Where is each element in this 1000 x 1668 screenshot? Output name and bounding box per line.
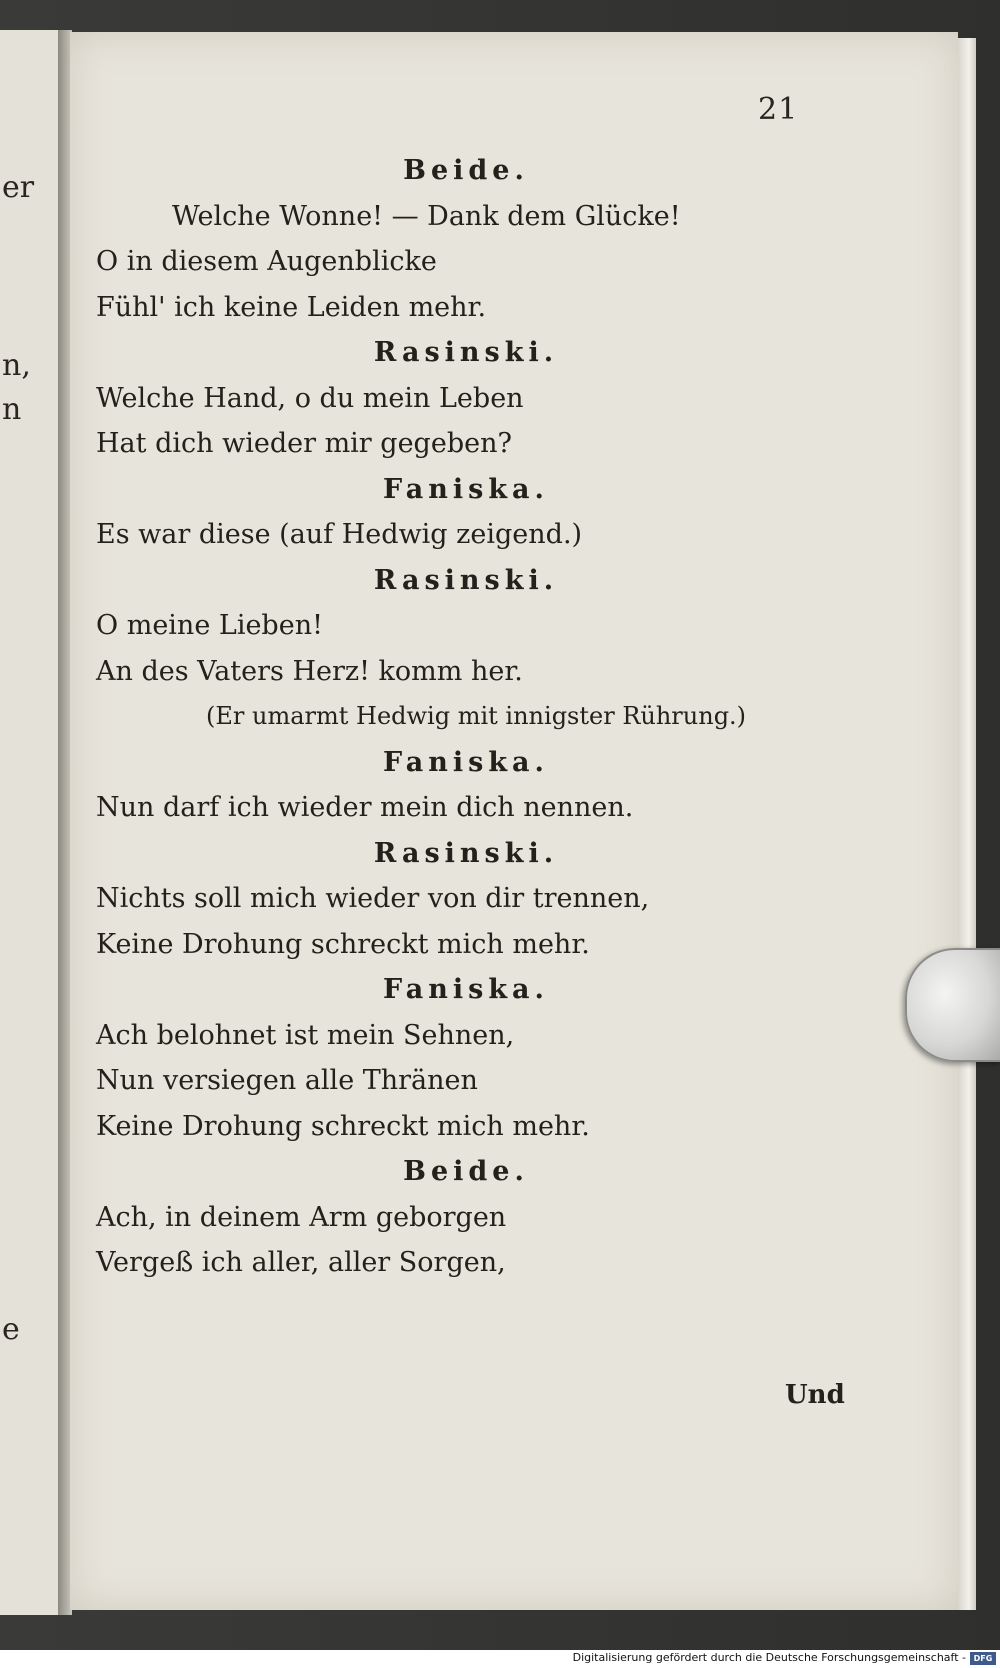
digitization-footer [0,1650,1000,1668]
verse-line: Hat dich wieder mir gegeben? [96,428,512,459]
footer-credit: Digitalisierung gefördert durch die Deutsche Forschungsgemeinschaft - [572,1651,966,1664]
verse-line: Nichts soll mich wieder von dir trennen, [96,883,650,914]
speaker-name: Faniska. [383,473,549,505]
verse-line: Welche Hand, o du mein Leben [96,382,524,414]
speaker-name: Rasinski. [373,837,559,869]
left-page-fragment: n [2,392,22,427]
stage-direction: (Er umarmt Hedwig mit innigster Rührung.) [206,702,747,730]
verse-line: Nun darf ich wieder mein dich nennen. [96,792,634,823]
speaker-name: Faniska. [383,974,549,1005]
verse-line: Ach belohnet ist mein Sehnen, [96,1019,515,1051]
dfg-logo: DFG [970,1652,996,1665]
verse-line: Fühl' ich keine Leiden mehr. [96,291,487,323]
page-text [96,148,836,1286]
verse-line: Es war diese (auf Hedwig zeigend.) [96,519,583,550]
left-page-fragment: n, [2,348,31,383]
left-page-fragment: er [2,170,35,205]
speaker-name: Rasinski. [373,564,559,596]
left-page-edge [0,30,60,1615]
verse-line: Nun versiegen alle Thränen [96,1065,478,1096]
verse-line: O meine Lieben! [96,610,323,641]
verse-line: Welche Wonne! — Dank dem Glücke! [172,200,681,232]
verse-line: Vergeß ich aller, aller Sorgen, [96,1247,506,1278]
verse-line: Keine Drohung schreckt mich mehr. [96,928,590,960]
speaker-name: Beide. [403,1156,529,1187]
speaker-name: Rasinski. [373,337,559,368]
speaker-name: Faniska. [383,746,549,778]
left-page-fragment: e [2,1312,20,1347]
speaker-name: Beide. [403,155,529,186]
verse-line: An des Vaters Herz! komm her. [96,655,523,687]
page-clip [905,948,1000,1062]
page-edge [958,38,976,1610]
verse-line: Ach, in deinem Arm geborgen [96,1201,507,1233]
catchword: Und [785,1380,845,1410]
verse-line: Keine Drohung schreckt mich mehr. [96,1110,590,1142]
page-number: 21 [758,92,799,127]
verse-line: O in diesem Augenblicke [96,246,437,277]
